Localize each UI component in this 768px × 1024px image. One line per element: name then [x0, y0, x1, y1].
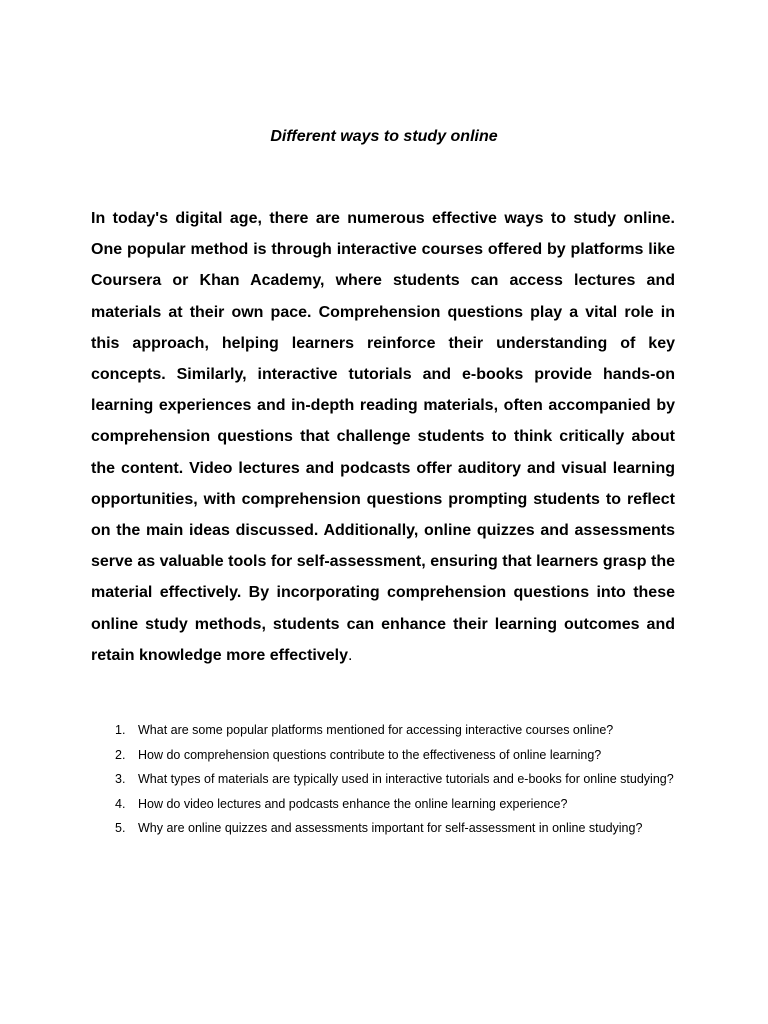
list-item	[91, 743, 675, 768]
body-paragraph-end: .	[347, 646, 353, 664]
list-item-number: 4.	[115, 796, 126, 811]
list-item-number: 1.	[115, 723, 126, 737]
list-item-text: What types of materials are typically used in interactive tutorials and e-books for online studying?	[138, 772, 674, 786]
list-item-text: How do video lectures and podcasts enhance the online learning experience?	[138, 796, 568, 811]
list-item	[91, 792, 675, 817]
list-item-number: 5.	[115, 821, 126, 835]
body-paragraph	[91, 203, 675, 671]
list-item	[91, 816, 675, 841]
list-item-text: How do comprehension questions contribute to the effectiveness of online learning?	[138, 747, 602, 762]
list-item-text: What are some popular platforms mentioned for accessing interactive courses online?	[138, 723, 614, 737]
document-title: Different ways to study online	[270, 128, 498, 145]
list-item	[91, 718, 675, 743]
question-list	[91, 718, 675, 841]
body-paragraph-text: In today's digital age, there are numerous effective ways to study online. One popular method is through interactive courses offered by platforms like Coursera or Khan Academy, where students can access lectures and materials at their own pace. Comprehension questions play a vital role in this approach, helping learners reinforce their understanding of key concepts. Similarly, interactive tutorials and e-books provide hands-on learning experiences and in-depth reading materials, often accompanied by comprehension questions that challenge students to think critically about the content. Video lectures and podcasts offer auditory and visual learning opportunities, with comprehension questions prompting students to reflect on the main ideas discussed. Additionally, online quizzes and assessments serve as valuable tools for self-assessment, ensuring that learners grasp the material effectively. By incorporating comprehension questions into these online study methods, students can enhance their learning outcomes and retain knowledge more effectively	[91, 210, 675, 664]
list-item-number: 3.	[115, 772, 126, 786]
list-item	[91, 767, 675, 792]
list-item-number: 2.	[115, 747, 126, 762]
list-item-text: Why are online quizzes and assessments important for self-assessment in online studying?	[138, 821, 643, 835]
